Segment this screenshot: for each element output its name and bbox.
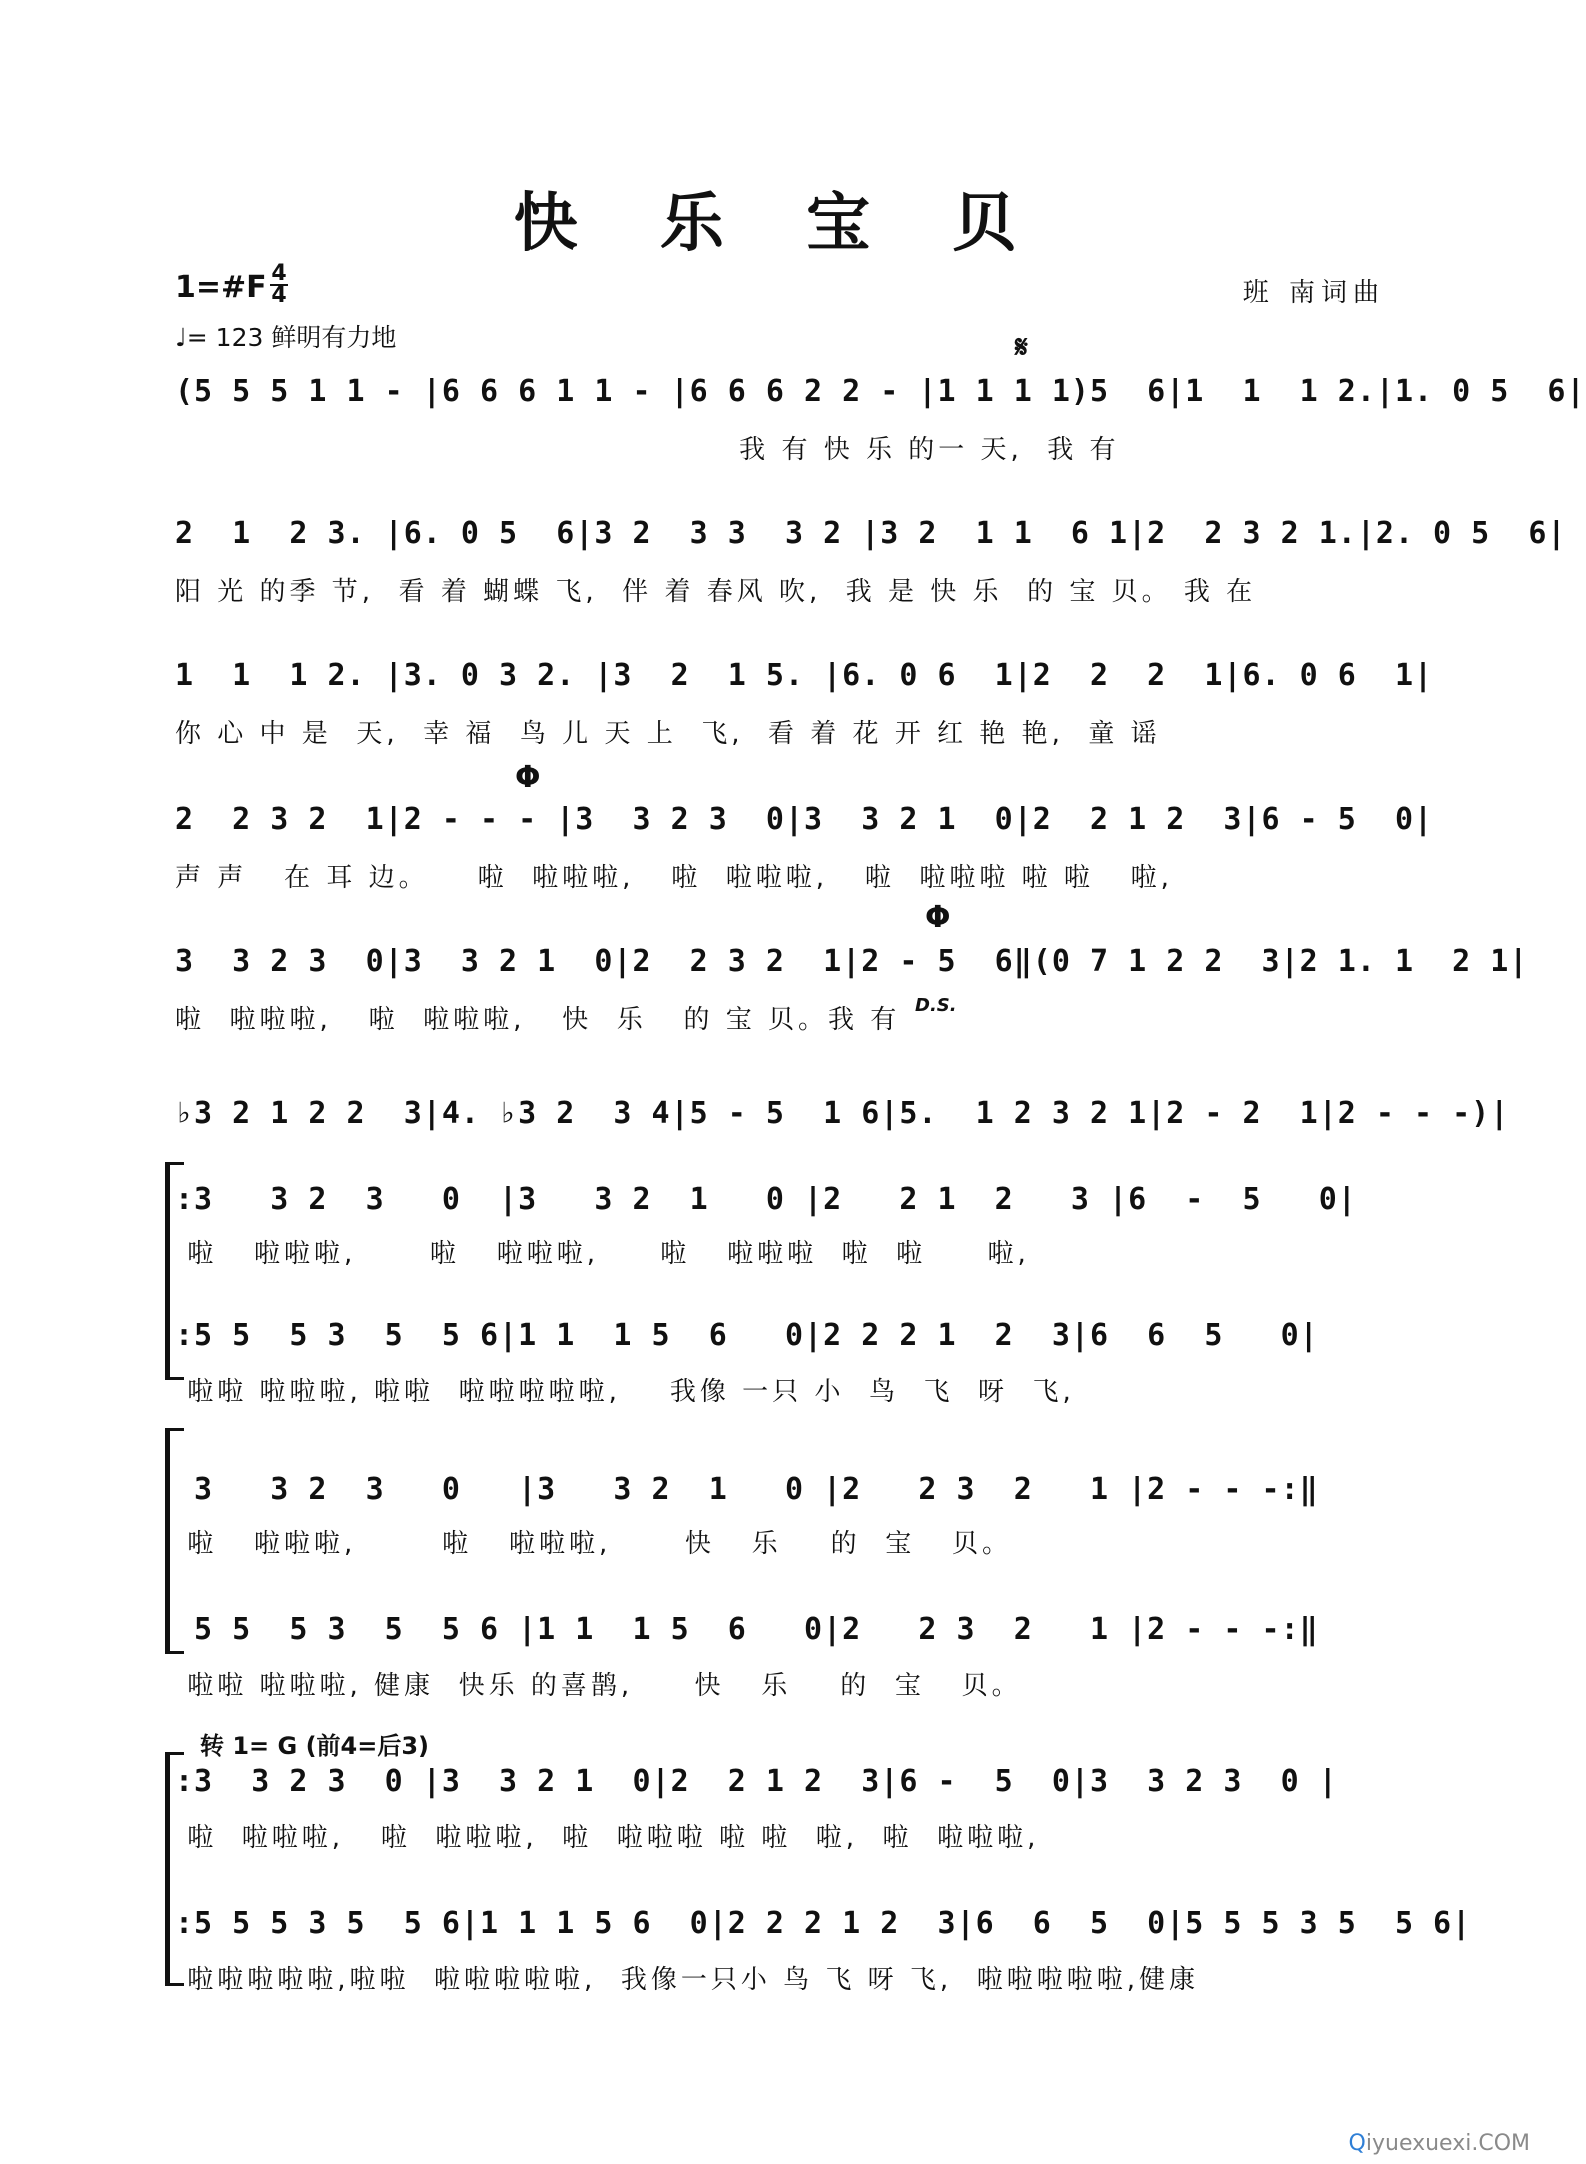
notes-line: :5 5 5 3 5 5 6|1 1 1 5 6 0|2 2 2 1 2 3|6 6 5 0|5 5 5 3 5 5 6| — [175, 1906, 1472, 1941]
tempo-marking: ♩= 123 鲜明有力地 — [175, 323, 397, 352]
notes-line: 2 2 3 2 1|2 - - - |3 3 2 3 0|3 3 2 1 0|2 2 1 2 3|6 - 5 0| — [175, 802, 1434, 837]
lyrics-line: 啦 啦啦啦, 啦 啦啦啦, 啦 啦啦啦 啦 啦 啦, 啦 啦啦啦, — [175, 1823, 1040, 1853]
modulation-marking: 转 1= G (前4=后3) — [200, 1732, 430, 1760]
lyrics-line: 啦啦 啦啦啦, 啦啦 啦啦啦啦啦, 我像 一只 小 鸟 飞 呀 飞, — [175, 1377, 1075, 1407]
notes-line: (5 5 5 1 1 - |6 6 6 1 1 - |6 6 6 2 2 - |1 1 1 1)5 6|1 1 1 2.|1. 0 5 6| — [175, 374, 1586, 409]
notes-line: 2 1 2 3. |6. 0 5 6|3 2 3 3 3 2 |3 2 1 1 6 1|2 2 3 2 1.|2. 0 5 6| — [175, 516, 1567, 551]
system-7-upper — [175, 1180, 1385, 1274]
notes-line: ♭3 2 1 2 2 3|4. ♭3 2 3 4|5 - 5 1 6|5. 1 2 3 2 1|2 - 2 1|2 - - -)| — [175, 1096, 1510, 1131]
system-2 — [175, 514, 1567, 612]
watermark-text: iyuexuexi.COM — [1365, 2131, 1530, 2156]
notes-line: :3 3 2 3 0 |3 3 2 1 0|2 2 1 2 3|6 - 5 0|3 3 2 3 0 | — [175, 1764, 1338, 1799]
lyrics-line: 啦啦 啦啦啦, 健康 快乐 的喜鹊, 快 乐 的 宝 贝。 — [175, 1671, 1022, 1701]
system-9-upper — [175, 1762, 1385, 1858]
system-4 — [175, 800, 1434, 898]
watermark-logo: Q — [1348, 2131, 1366, 2156]
notes-line: 1 1 1 2. |3. 0 3 2. |3 2 1 5. |6. 0 6 1|2 2 2 1|6. 0 6 1| — [175, 658, 1434, 693]
lyrics-line: 啦 啦啦啦, 啦 啦啦啦, 快 乐 的 宝 贝。我 有 — [175, 1005, 901, 1035]
song-title: 快 乐 宝 贝 — [513, 186, 1047, 261]
lyrics-line: 声 声 在 耳 边。 啦 啦啦啦, 啦 啦啦啦, 啦 啦啦啦 啦 啦 啦, — [175, 863, 1173, 893]
system-8-upper — [175, 1470, 1385, 1564]
key-signature: 1=#F — [175, 270, 267, 305]
notes-line: :5 5 5 3 5 5 6|1 1 1 5 6 0|2 2 2 1 2 3|6 6 5 0| — [175, 1318, 1319, 1353]
segno-icon: 𝄋 — [1015, 330, 1028, 365]
system-8-lower — [175, 1610, 1385, 1706]
time-signature-bottom: 4 — [271, 283, 287, 308]
lyrics-line: 阳 光 的季 节, 看 着 蝴蝶 飞, 伴 着 春风 吹, 我 是 快 乐 的 宝 贝。 我 在 — [175, 577, 1257, 607]
system-6 — [175, 1094, 1510, 1134]
time-signature-top: 4 — [271, 261, 287, 286]
notes-line: :3 3 2 3 0 |3 3 2 1 0 |2 2 1 2 3 |6 - 5 0| — [175, 1182, 1357, 1217]
lyrics-line: 啦 啦啦啦, 啦 啦啦啦, 啦 啦啦啦 啦 啦 啦, — [175, 1239, 1030, 1269]
system-9-lower — [175, 1904, 1472, 2000]
coda-icon-2: Φ — [925, 900, 951, 935]
system-5 — [175, 942, 1529, 1040]
lyrics-line: 我 有 快 乐 的一 天, 我 有 — [175, 435, 1120, 465]
lyrics-line: 你 心 中 是 天, 幸 福 鸟 儿 天 上 飞, 看 着 花 开 红 艳 艳, 童 谣 — [175, 719, 1161, 749]
notes-line: 5 5 5 3 5 5 6 |1 1 1 5 6 0|2 2 3 2 1 |2 - - -:‖ — [175, 1612, 1319, 1647]
system-3 — [175, 656, 1434, 754]
notes-line: 3 3 2 3 0|3 3 2 1 0|2 2 3 2 1|2 - 5 6‖(0 7 1 2 2 3|2 1. 1 2 1| — [175, 944, 1529, 979]
dal-segno-mark: D.S. — [915, 995, 957, 1016]
composer-credit: 班 南词曲 — [1242, 278, 1385, 308]
lyrics-line: 啦 啦啦啦, 啦 啦啦啦, 快 乐 的 宝 贝。 — [175, 1529, 1012, 1559]
lyrics-line: 啦啦啦啦啦,啦啦 啦啦啦啦啦, 我像一只小 鸟 飞 呀 飞, 啦啦啦啦啦,健康 — [175, 1965, 1199, 1995]
time-signature — [270, 261, 288, 308]
coda-icon: Φ — [515, 760, 541, 795]
notes-line: 3 3 2 3 0 |3 3 2 1 0 |2 2 3 2 1 |2 - - -:‖ — [175, 1472, 1319, 1507]
system-7-lower — [175, 1316, 1385, 1412]
site-watermark — [1349, 2131, 1530, 2156]
system-1 — [175, 372, 1586, 470]
